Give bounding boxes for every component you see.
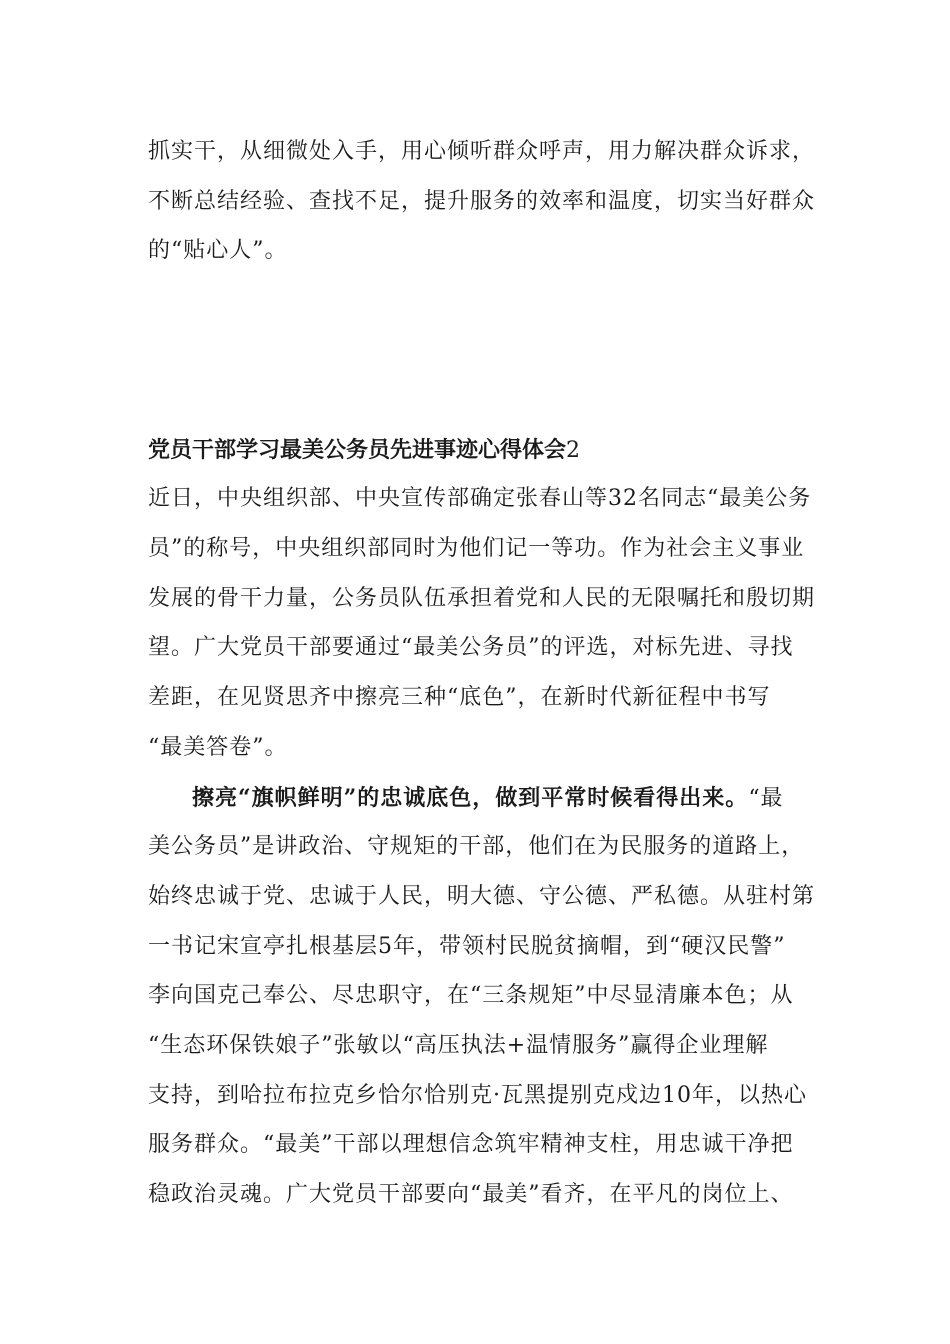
section-heading bbox=[148, 435, 580, 466]
paragraph-line: 始终忠诚于党、忠诚于人民，明大德、守公德、严私德。从驻村第 bbox=[148, 884, 816, 909]
paragraph-line: 服务群众。“最美”干部以理想信念筑牢精神支柱，用忠诚干净把 bbox=[148, 1132, 794, 1157]
intro-line: 的“贴心人”。 bbox=[148, 238, 288, 263]
paragraph-lead-rest: “最 bbox=[748, 786, 784, 811]
intro-line: 抓实干，从细微处入手，用心倾听群众呼声，用力解决群众诉求， bbox=[148, 139, 816, 164]
paragraph-line: 支持，到哈拉布拉克乡恰尔恰别克·瓦黑提别克戍边10年，以热心 bbox=[148, 1083, 807, 1108]
paragraph-line: 近日，中央组织部、中央宣传部确定张春山等32名同志“最美公务 bbox=[148, 486, 812, 511]
paragraph-line: 一书记宋宣亭扎根基层5年，带领村民脱贫摘帽，到“硬汉民警” bbox=[148, 934, 786, 959]
paragraph-lead: 擦亮“旗帜鲜明”的忠诚底色，做到平常时候看得出来。 bbox=[192, 785, 749, 811]
paragraph-line: 员”的称号，中央组织部同时为他们记一等功。作为社会主义事业 bbox=[148, 536, 805, 561]
paragraph-line: “生态环保铁娘子”张敏以“高压执法+温情服务”赢得企业理解 bbox=[148, 1033, 769, 1058]
section-title: 党员干部学习最美公务员先进事迹心得体会 bbox=[148, 437, 567, 463]
paragraph-line: 稳政治灵魂。广大党员干部要向“最美”看齐，在平凡的岗位上、 bbox=[148, 1182, 794, 1207]
paragraph-line: 李向国克己奉公、尽忠职守，在“三条规矩”中尽显清廉本色；从 bbox=[148, 983, 794, 1008]
paragraph-line: 发展的骨干力量，公务员队伍承担着党和人民的无限嘱托和殷切期 bbox=[148, 586, 816, 611]
section-number: 2 bbox=[566, 438, 581, 463]
paragraph-line: 望。广大党员干部要通过“最美公务员”的评选，对标先进、寻找 bbox=[148, 635, 794, 660]
intro-line: 不断总结经验、查找不足，提升服务的效率和温度，切实当好群众 bbox=[148, 189, 816, 214]
paragraph-first-line bbox=[192, 783, 808, 814]
paragraph-line: 美公务员”是讲政治、守规矩的干部，他们在为民服务的道路上， bbox=[148, 834, 805, 859]
paragraph-line: “最美答卷”。 bbox=[148, 735, 288, 760]
paragraph-line: 差距，在见贤思齐中擦亮三种“底色”，在新时代新征程中书写 bbox=[148, 685, 771, 710]
